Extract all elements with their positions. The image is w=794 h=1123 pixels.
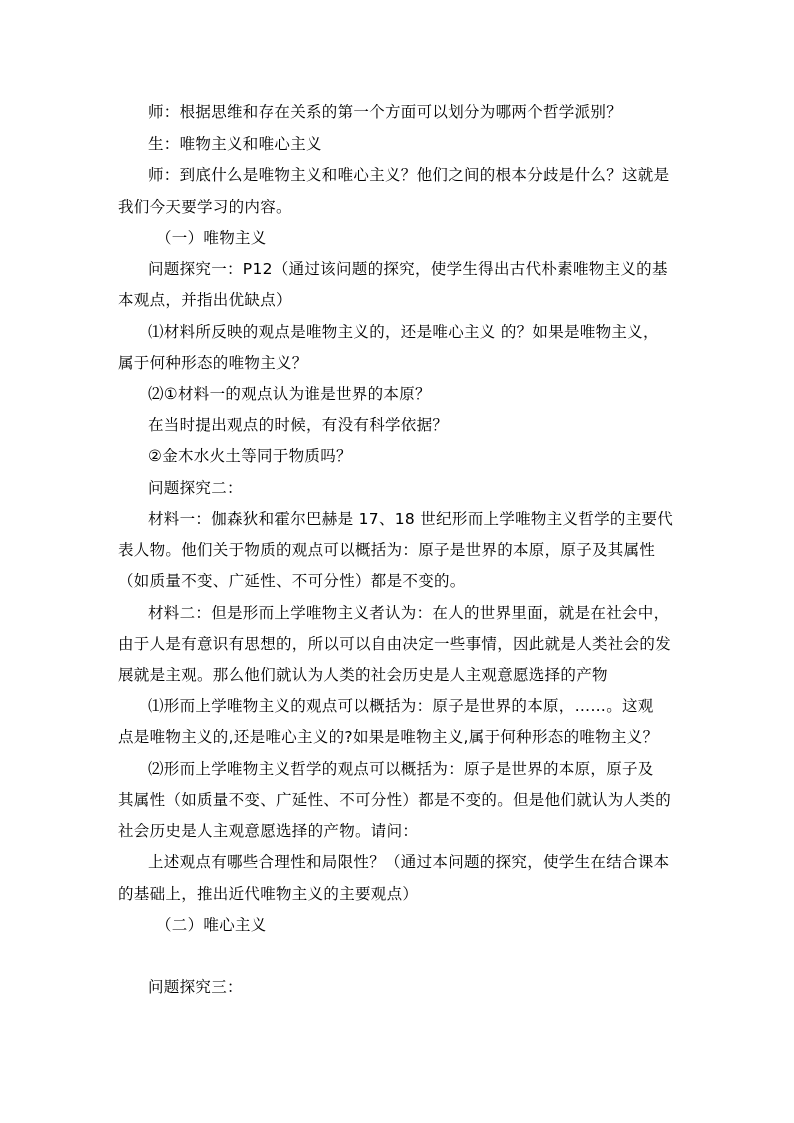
text-line: ⑴形而上学唯物主义的观点可以概括为：原子是世界的本原，……。这观: [148, 697, 654, 715]
text-line: 问题探究二：: [148, 479, 243, 497]
text-line: 本观点，并指出优缺点）: [118, 291, 292, 309]
text-line: 展就是主观。那么他们就认为人类的社会历史是人主观意愿选择的产物: [118, 666, 608, 684]
text-line: 师：到底什么是唯物主义和唯心主义？他们之间的根本分歧是什么？这就是: [148, 166, 670, 184]
text-line: 生：唯物主义和唯心主义: [148, 135, 322, 153]
text-line: 社会历史是人主观意愿选择的产物。请问：: [118, 822, 419, 840]
text-line: 材料一：伽森狄和霍尔巴赫是 17、18 世纪形而上学唯物主义哲学的主要代: [148, 510, 674, 528]
text-line: 由于人是有意识有思想的，所以可以自由决定一些事情，因此就是人类社会的发: [118, 635, 672, 653]
text-line: ⑵形而上学唯物主义哲学的观点可以概括为：原子是世界的本原，原子及: [148, 760, 654, 778]
text-line: 其属性（如质量不变、广延性、不可分性）都是不变的。但是他们就认为人类的: [118, 791, 672, 809]
section-heading: （一）唯物主义: [156, 229, 267, 247]
text-line: 问题探究一：P12（通过该问题的探究，使学生得出古代朴素唯物主义的基: [148, 260, 668, 278]
text-line: 点是唯物主义的,还是唯心主义的?如果是唯物主义,属于何种形态的唯物主义？: [118, 728, 659, 746]
text-line: 材料二：但是形而上学唯物主义者认为：在人的世界里面，就是在社会中，: [148, 604, 670, 622]
text-line: 属于何种形态的唯物主义？: [118, 354, 308, 372]
section-heading: （二）唯心主义: [156, 916, 267, 934]
text-line: （如质量不变、广延性、不可分性）都是不变的。: [118, 572, 466, 590]
text-line: 在当时提出观点的时候，有没有科学依据？: [148, 416, 449, 434]
text-line: ⑴材料所反映的观点是唯物主义的，还是唯心主义 的？如果是唯物主义，: [148, 323, 659, 341]
text-line: 我们今天要学习的内容。: [118, 198, 292, 216]
text-line: 上述观点有哪些合理性和局限性？（通过本问题的探究，使学生在结合课本: [148, 853, 670, 871]
text-line: 问题探究三：: [148, 978, 243, 996]
text-line: 师：根据思维和存在关系的第一个方面可以划分为哪两个哲学派别？: [148, 103, 623, 121]
text-line: 表人物。他们关于物质的观点可以概括为：原子是世界的本原，原子及其属性: [118, 541, 656, 559]
text-line: 的基础上，推出近代唯物主义的主要观点）: [118, 885, 419, 903]
text-line: ②金木水火土等同于物质吗？: [148, 447, 352, 465]
text-line: ⑵①材料一的观点认为谁是世界的本原？: [148, 385, 431, 403]
